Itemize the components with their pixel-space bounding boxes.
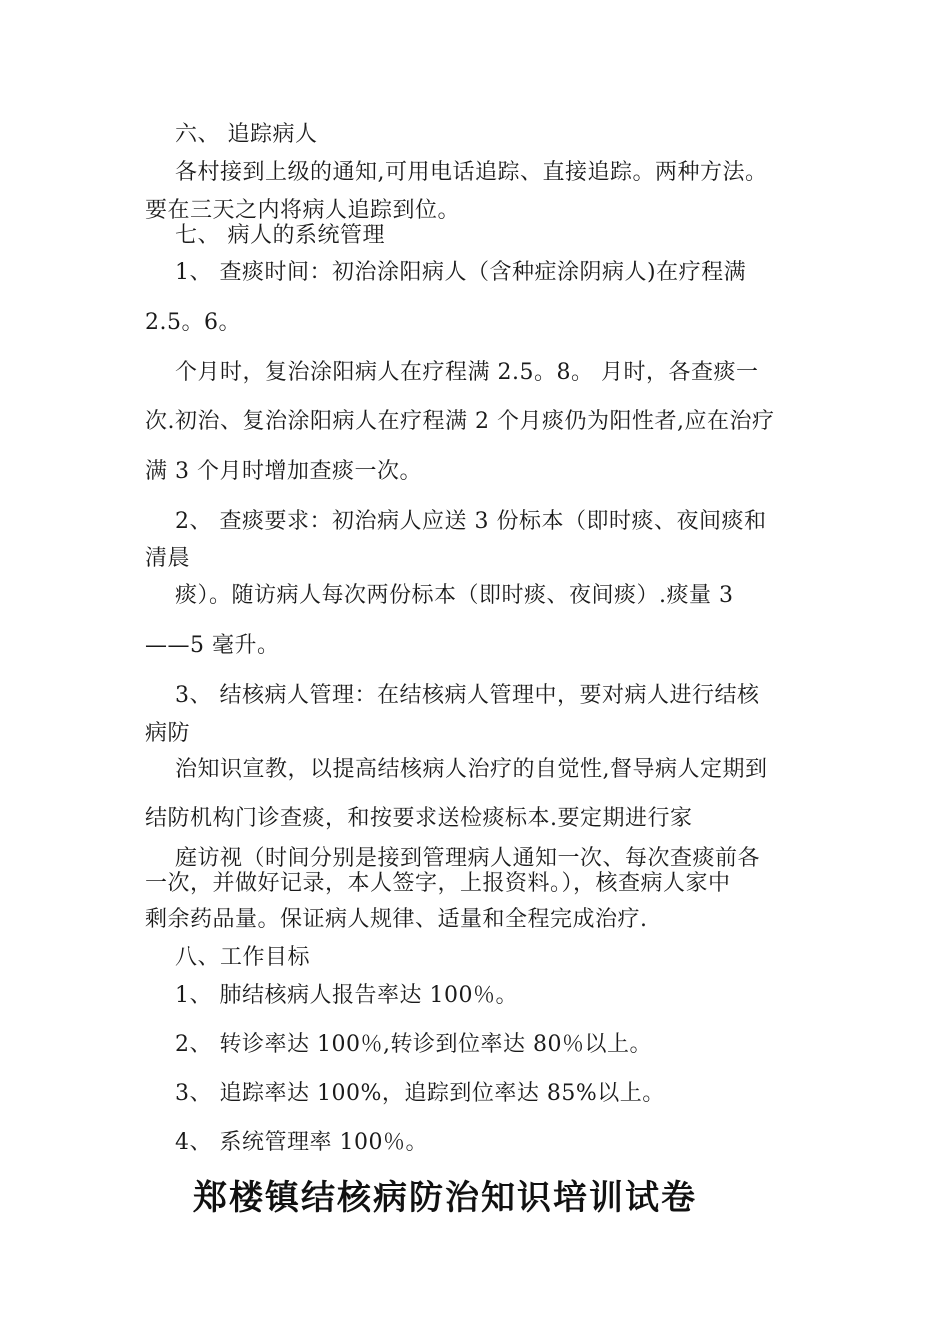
paragraph-line: 满 3 个月时增加查痰一次。 bbox=[145, 459, 422, 484]
paragraph-line: 清晨 bbox=[145, 546, 191, 571]
paragraph-line: 剩余药品量。保证病人规律、适量和全程完成治疗. bbox=[145, 907, 648, 932]
exam-title: 郑楼镇结核病防治知识培训试卷 bbox=[193, 1178, 697, 1218]
paragraph-line: 次.初治、复治涂阳病人在疗程满 2 个月痰仍为阳性者,应在治疗 bbox=[145, 409, 775, 434]
paragraph-line: 治知识宣教，以提高结核病人治疗的自觉性,督导病人定期到 bbox=[175, 757, 768, 782]
paragraph-line: 各村接到上级的通知,可用电话追踪、直接追踪。两种方法。 bbox=[175, 160, 768, 185]
paragraph-line: 1、 查痰时间：初治涂阳病人（含种症涂阴病人)在疗程满 bbox=[175, 260, 747, 285]
section-heading-work-goals: 八、工作目标 bbox=[175, 945, 311, 970]
paragraph-line: 要在三天之内将病人追踪到位。 bbox=[145, 198, 461, 223]
goal-item: 3、 追踪率达 100%，追踪到位率达 85%以上。 bbox=[175, 1081, 665, 1106]
goal-item: 1、 肺结核病人报告率达 100％。 bbox=[175, 983, 518, 1008]
paragraph-line: 痰）。随访病人每次两份标本（即时痰、夜间痰）.痰量 3 bbox=[175, 583, 734, 608]
paragraph-line: 个月时，复治涂阳病人在疗程满 2.5。8。 月时，各查痰一 bbox=[175, 360, 759, 385]
paragraph-line: 2、 查痰要求：初治病人应送 3 份标本（即时痰、夜间痰和 bbox=[175, 509, 767, 534]
paragraph-line: 2.5。6。 bbox=[145, 310, 241, 335]
section-heading-system-management: 七、 病人的系统管理 bbox=[175, 223, 385, 248]
paragraph-line: ——5 毫升。 bbox=[145, 633, 280, 658]
paragraph-line: 病防 bbox=[145, 721, 191, 746]
paragraph-line: 庭访视（时间分别是接到管理病人通知一次、每次查痰前各 bbox=[175, 846, 761, 871]
goal-item: 2、 转诊率达 100％,转诊到位率达 80％以上。 bbox=[175, 1032, 652, 1057]
paragraph-line: 一次，并做好记录，本人签字，上报资料。），核查病人家中 bbox=[145, 871, 731, 896]
paragraph-line: 结防机构门诊查痰，和按要求送检痰标本.要定期进行家 bbox=[145, 806, 693, 831]
goal-item: 4、 系统管理率 100％。 bbox=[175, 1130, 428, 1155]
section-heading-tracking: 六、 追踪病人 bbox=[175, 122, 318, 147]
paragraph-line: 3、 结核病人管理：在结核病人管理中，要对病人进行结核 bbox=[175, 683, 760, 708]
